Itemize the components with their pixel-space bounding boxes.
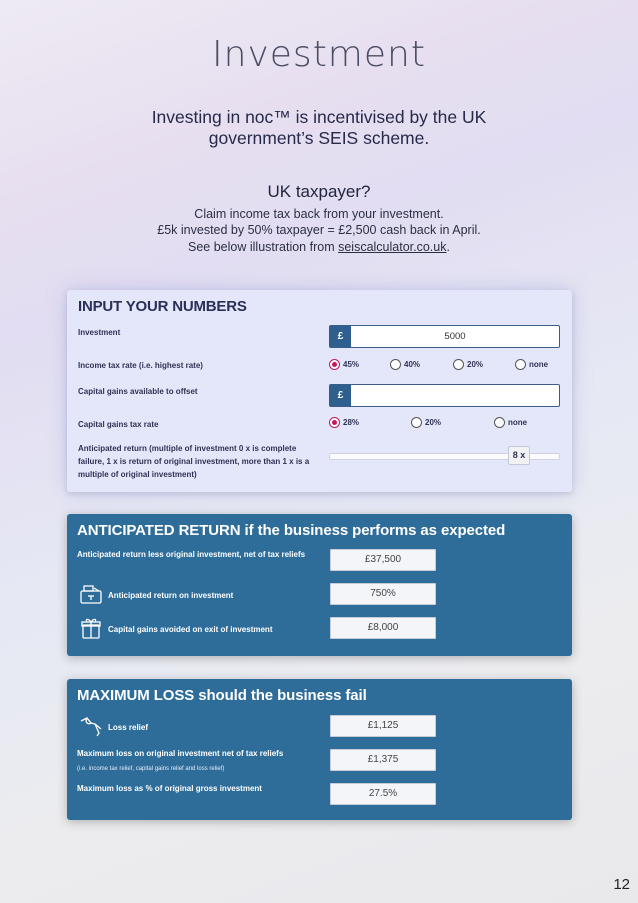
cgt-option-20[interactable]: 20% bbox=[411, 417, 441, 428]
illustration-note bbox=[0, 240, 638, 254]
anticipated-return-panel bbox=[67, 514, 572, 656]
radio-icon bbox=[453, 359, 464, 370]
gift-box-icon bbox=[79, 617, 103, 639]
radio-icon bbox=[515, 359, 526, 370]
radio-icon bbox=[494, 417, 505, 428]
maximum-loss-panel bbox=[67, 679, 572, 820]
maximum-loss-heading: MAXIMUM LOSS should the business fail bbox=[77, 687, 367, 704]
net-return-label: Anticipated return less original investment, net of tax reliefs bbox=[77, 550, 306, 559]
seiscalculator-link[interactable]: seiscalculator.co.uk bbox=[338, 240, 447, 254]
roi-value: 750% bbox=[330, 583, 436, 605]
currency-tag: £ bbox=[330, 326, 351, 347]
cgt-option-none[interactable]: none bbox=[494, 417, 527, 428]
claim-text bbox=[0, 207, 638, 238]
cgt-option-28[interactable]: 28% bbox=[329, 417, 359, 428]
investment-label: Investment bbox=[78, 328, 121, 337]
input-panel bbox=[67, 290, 572, 492]
return-slider-thumb[interactable]: 8 x bbox=[508, 446, 530, 465]
capital-gains-value[interactable] bbox=[351, 385, 559, 406]
income-tax-option-none[interactable]: none bbox=[515, 359, 548, 370]
lead-text: Investing in noc™ is incentivised by the UK government’s SEIS scheme. bbox=[151, 107, 487, 148]
net-return-value: £37,500 bbox=[330, 549, 436, 571]
income-tax-option-20[interactable]: 20% bbox=[453, 359, 483, 370]
capital-gains-field[interactable] bbox=[329, 384, 560, 407]
cg-avoided-label: Capital gains avoided on exit of investment bbox=[108, 625, 273, 634]
radio-selected-icon bbox=[329, 417, 340, 428]
loss-relief-label: Loss relief bbox=[108, 723, 149, 732]
income-tax-option-40[interactable]: 40% bbox=[390, 359, 420, 370]
page-number: 12 bbox=[613, 876, 630, 893]
radio-icon bbox=[390, 359, 401, 370]
anticipated-return-heading: ANTICIPATED RETURN if the business performs as expected bbox=[77, 522, 506, 539]
return-multiple-label: Anticipated return (multiple of investment 0 x is complete failure, 1 x is return of original investment, more than 1 x is a multiple of original investment) bbox=[78, 444, 310, 479]
cash-register-icon bbox=[79, 583, 103, 605]
investment-field[interactable] bbox=[329, 325, 560, 348]
illustration-note-prefix: See below illustration from bbox=[188, 240, 339, 254]
loss-relief-value: £1,125 bbox=[330, 715, 436, 737]
max-loss-percent-value: 27.5% bbox=[330, 783, 436, 805]
input-panel-heading: INPUT YOUR NUMBERS bbox=[78, 298, 247, 315]
investment-value[interactable]: 5000 bbox=[444, 331, 466, 342]
capital-gains-label: Capital gains available to offset bbox=[78, 387, 198, 396]
income-tax-label: Income tax rate (i.e. highest rate) bbox=[78, 361, 203, 370]
roi-label: Anticipated return on investment bbox=[108, 591, 234, 600]
currency-tag: £ bbox=[330, 385, 351, 406]
cgt-rate-label: Capital gains tax rate bbox=[78, 420, 159, 429]
illustration-note-suffix: . bbox=[446, 240, 450, 254]
radio-selected-icon bbox=[329, 359, 340, 370]
claim-line-1: Claim income tax back from your investment. bbox=[194, 207, 444, 221]
cg-avoided-value: £8,000 bbox=[330, 617, 436, 639]
income-tax-option-45[interactable]: 45% bbox=[329, 359, 359, 370]
max-loss-net-value: £1,375 bbox=[330, 749, 436, 771]
uk-taxpayer-heading: UK taxpayer? bbox=[267, 182, 371, 201]
max-loss-percent-label: Maximum loss as % of original gross investment bbox=[77, 784, 262, 793]
max-loss-net-note: (i.e. income tax relief, capital gains relief and loss relief) bbox=[77, 766, 225, 772]
max-loss-net-label: Maximum loss on original investment net of tax reliefs bbox=[77, 749, 284, 758]
radio-icon bbox=[411, 417, 422, 428]
plant-relief-icon bbox=[79, 715, 103, 737]
claim-line-2: £5k invested by 50% taxpayer = £2,500 cash back in April. bbox=[157, 222, 481, 237]
page-title: Investment bbox=[212, 34, 426, 75]
